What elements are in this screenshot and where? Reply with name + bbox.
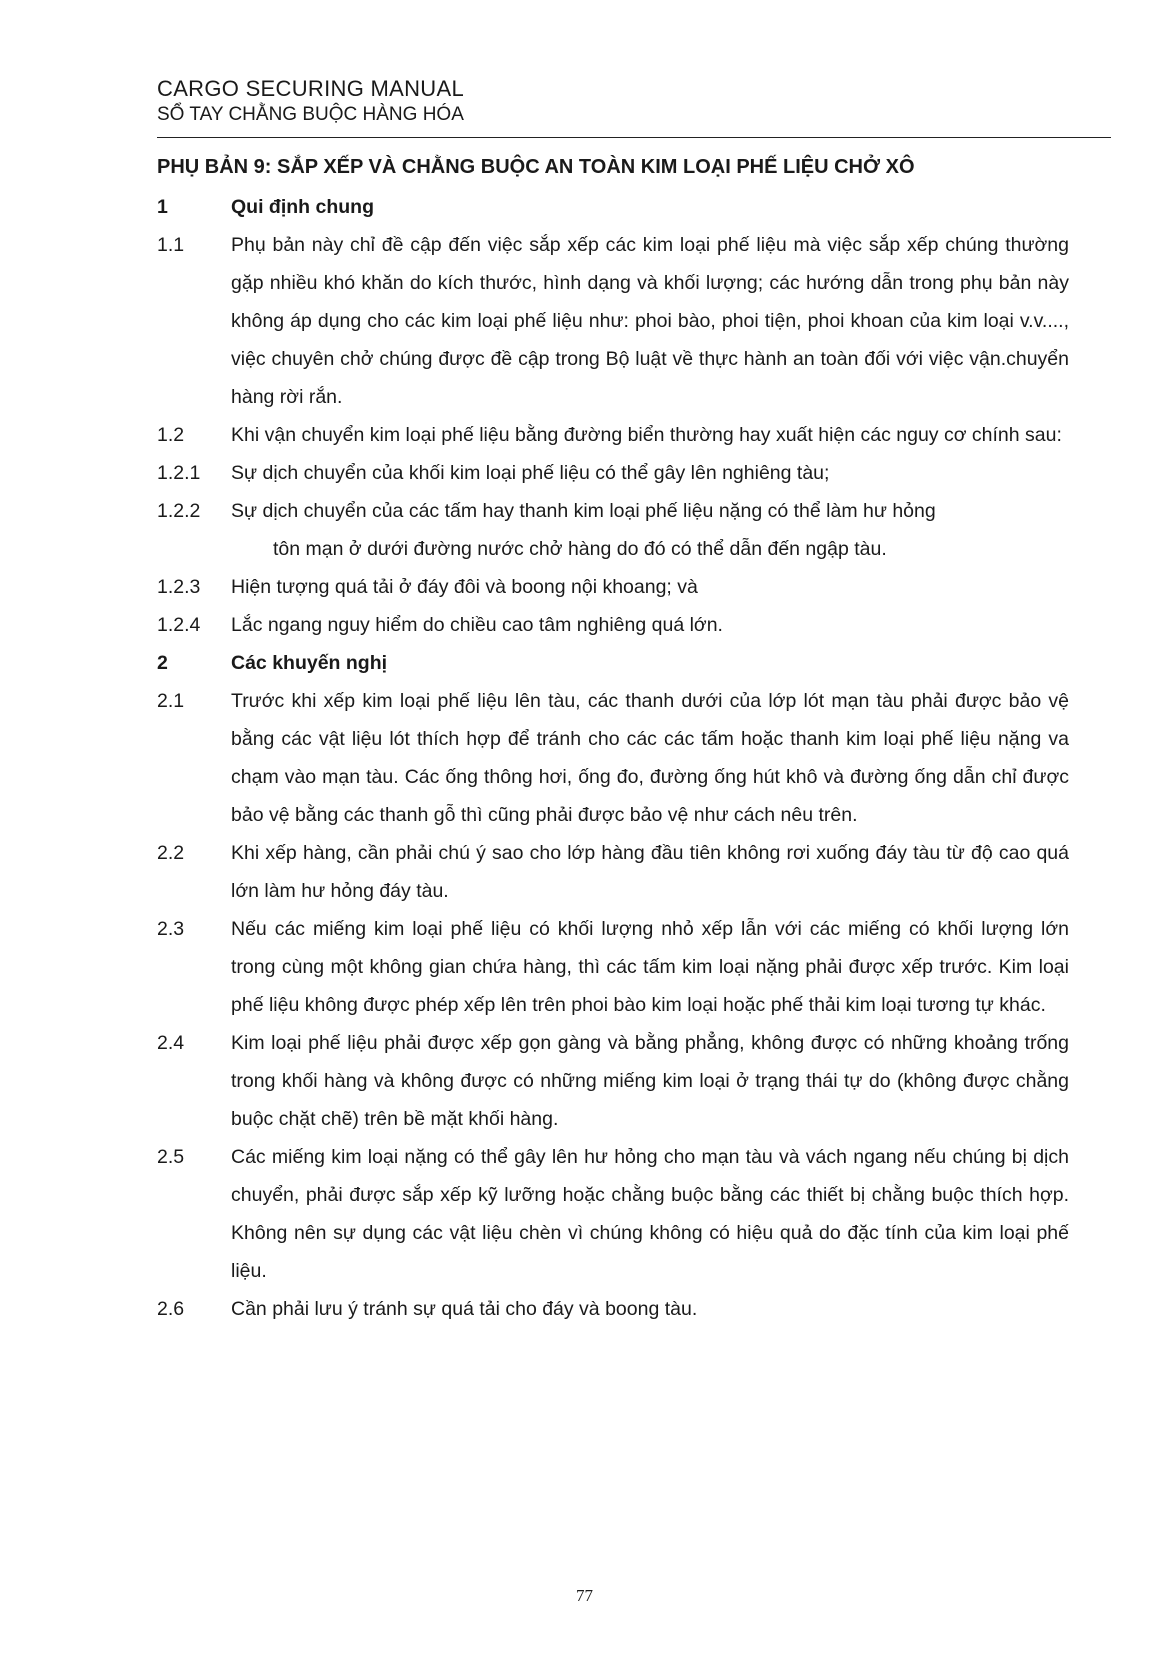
list-item: [157, 492, 1069, 568]
header-subtitle: SỔ TAY CHẰNG BUỘC HÀNG HÓA: [157, 104, 464, 125]
paragraph-number: 2.1: [157, 690, 185, 712]
section-number: 2: [157, 652, 168, 674]
list-item: [157, 454, 1069, 492]
paragraph-text: Phụ bản này chỉ đề cập đến việc sắp xếp các kim loại phế liệu mà việc sắp xếp chúng thường gặp nhiều khó khăn do kích thước, hình dạng và khối lượng; các hướng dẫn trong phụ bản này không áp dụng cho các kim loại phế liệu như: phoi bào, phoi tiện, phoi khoan của kim loại v.v...., việc chuyên chở chúng được đề cập trong Bộ luật về thực hành an toàn đối với việc vận.chuyển hàng rời rắn.: [231, 234, 1069, 408]
paragraph-text: Khi vận chuyển kim loại phế liệu bằng đường biển thường hay xuất hiện các nguy cơ chính sau:: [231, 424, 1062, 446]
section-number: 1: [157, 196, 168, 218]
list-item: [157, 606, 1069, 644]
section-heading-text: Các khuyến nghị: [231, 652, 388, 674]
paragraph-number: 2.4: [157, 1032, 185, 1054]
page-header: [157, 76, 1107, 127]
paragraph: [157, 834, 1069, 910]
list-item: [157, 568, 1069, 606]
paragraph-text: Khi xếp hàng, cần phải chú ý sao cho lớp hàng đầu tiên không rơi xuống đáy tàu từ độ cao quá lớn làm hư hỏng đáy tàu.: [231, 842, 1069, 902]
item-text: Lắc ngang nguy hiểm do chiều cao tâm nghiêng quá lớn.: [231, 614, 723, 636]
paragraph-text: Nếu các miếng kim loại phế liệu có khối lượng nhỏ xếp lẫn với các miếng có khối lượng lớn trong cùng một không gian chứa hàng, thì các tấm kim loại nặng phải được xếp trước. Kim loại phế liệu không được phép xếp lên trên phoi bào kim loại hoặc phế thải kim loại tương tự khác.: [231, 918, 1069, 1016]
item-text: Sự dịch chuyển của khối kim loại phế liệu có thể gây lên nghiêng tàu;: [231, 462, 830, 484]
item-number: 1.2.3: [157, 576, 201, 598]
item-number: 1.2.1: [157, 462, 201, 484]
paragraph-number: 1.1: [157, 234, 185, 256]
item-number: 1.2.2: [157, 500, 201, 522]
item-text: Hiện tượng quá tải ở đáy đôi và boong nội khoang; và: [231, 576, 698, 598]
paragraph-number: 2.6: [157, 1298, 185, 1320]
paragraph-number: 2.2: [157, 842, 185, 864]
paragraph-number: 1.2: [157, 424, 185, 446]
paragraph: [157, 226, 1069, 416]
section-heading: [157, 188, 1069, 226]
header-title: CARGO SECURING MANUAL: [157, 76, 465, 101]
paragraph: [157, 416, 1069, 454]
paragraph-text: Các miếng kim loại nặng có thể gây lên hư hỏng cho mạn tàu và vách ngang nếu chúng bị dịch chuyển, phải được sắp xếp kỹ lưỡng hoặc chằng buộc bằng các thiết bị chằng buộc thích hợp. Không nên sự dụng các vật liệu chèn vì chúng không có hiệu quả do đặc tính của kim loại phế liệu.: [231, 1146, 1069, 1282]
page-number: 77: [576, 1586, 593, 1605]
appendix-title: PHỤ BẢN 9: SẮP XẾP VÀ CHẰNG BUỘC AN TOÀN KIM LOẠI PHẾ LIỆU CHỞ XÔ: [157, 156, 915, 178]
document-body: [157, 188, 1069, 1328]
paragraph-number: 2.5: [157, 1146, 185, 1168]
paragraph-text: Cần phải lưu ý tránh sự quá tải cho đáy và boong tàu.: [231, 1298, 698, 1320]
paragraph-number: 2.3: [157, 918, 185, 940]
paragraph-text: Trước khi xếp kim loại phế liệu lên tàu, các thanh dưới của lớp lót mạn tàu phải được bảo vệ bằng các vật liệu lót thích hợp để tránh cho các các tấm hoặc thanh kim loại phế liệu nặng va chạm vào mạn tàu. Các ống thông hơi, ống đo, đường ống hút khô và đường ống dẫn chỉ được bảo vệ bằng các thanh gỗ thì cũng phải được bảo vệ như cách nêu trên.: [231, 690, 1069, 826]
paragraph: [157, 910, 1069, 1024]
paragraph: [157, 1024, 1069, 1138]
item-text: Sự dịch chuyển của các tấm hay thanh kim loại phế liệu nặng có thể làm hư hỏng: [231, 500, 936, 522]
item-number: 1.2.4: [157, 614, 201, 636]
header-divider: [157, 137, 1111, 138]
paragraph: [157, 682, 1069, 834]
paragraph: [157, 1290, 1069, 1328]
paragraph: [157, 1138, 1069, 1290]
paragraph-text: Kim loại phế liệu phải được xếp gọn gàng và bằng phẳng, không được có những khoảng trống trong khối hàng và không được có những miếng kim loại ở trạng thái tự do (không được chằng buộc chặt chẽ) trên bề mặt khối hàng.: [231, 1032, 1069, 1130]
item-text-continuation: tôn mạn ở dưới đường nước chở hàng do đó có thể dẫn đến ngập tàu.: [273, 538, 887, 560]
section-heading-text: Qui định chung: [231, 196, 374, 218]
section-heading: [157, 644, 1069, 682]
